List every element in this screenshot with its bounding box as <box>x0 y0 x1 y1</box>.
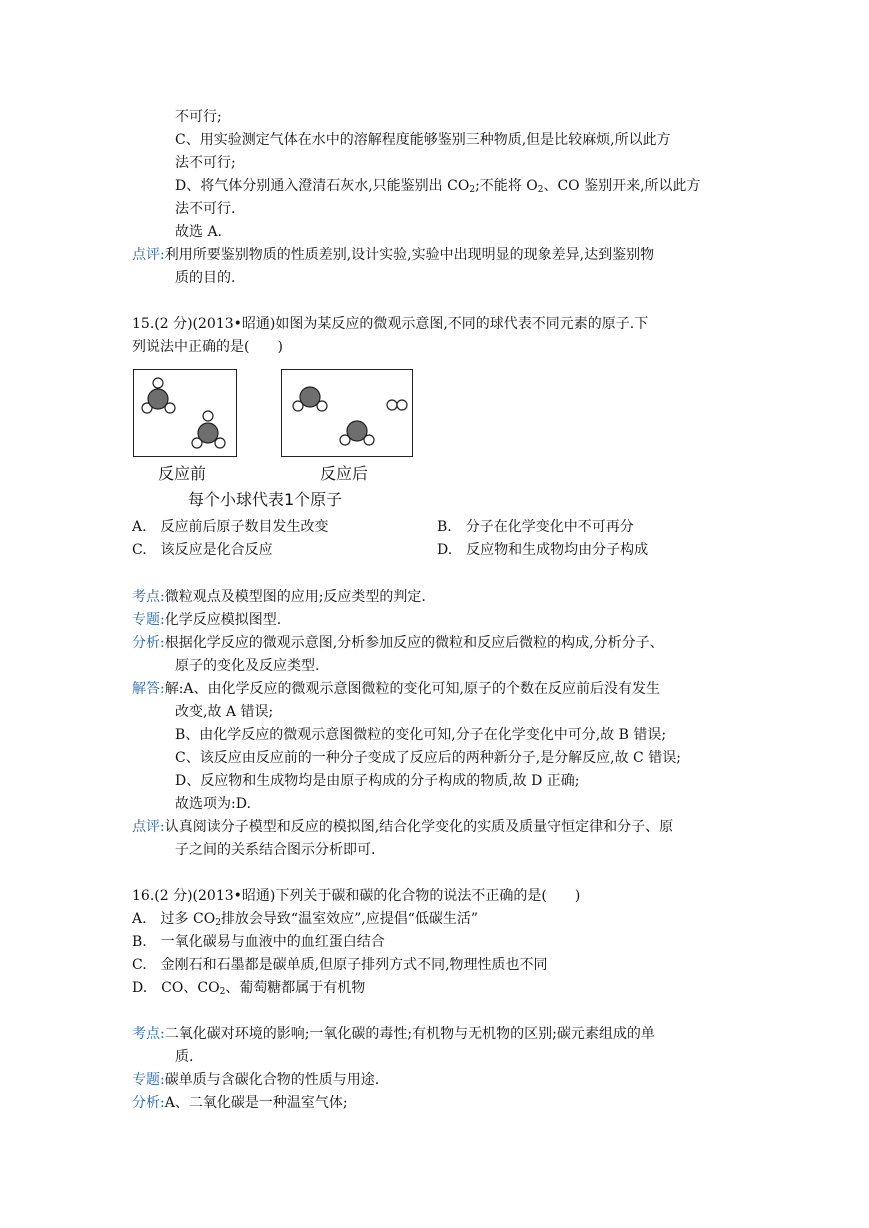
q15-jieda-5: D、反应物和生成物均是由原子构成的分子构成的物质,故 D 正确; <box>175 773 580 789</box>
figure-caption: 每个小球代表1个原子 <box>188 490 343 509</box>
q16-kaodian: 考点:二氧化碳对环境的影响;一氧化碳的毒性;有机物与无机物的区别;碳元素组成的单 <box>132 1026 655 1042</box>
q16-option-a: A. 过多 $CO_2$排放会导致“温室效应”,应提倡“低碳生活” <box>132 911 479 928</box>
prev-line-4: D、将气体分别通入澄清石灰水,只能鉴别出 $CO_2$;不能将 $O_2$、CO 鉴别开来,所以此方 <box>175 178 701 195</box>
prev-answer: 故选 A. <box>175 224 223 240</box>
q15-jieda-2: 改变,故 A 错误; <box>175 704 274 720</box>
q16-option-b: B. 一氧化碳易与血液中的血红蛋白结合 <box>132 934 385 950</box>
q16-option-d: D. CO、$CO_2$、葡萄糖都属于有机物 <box>132 980 366 997</box>
molecule-before-diagram <box>134 370 236 456</box>
prev-line-2: C、用实验测定气体在水中的溶解程度能够鉴别三种物质,但是比较麻烦,所以此方 <box>175 132 671 148</box>
figure-label-before: 反应前 <box>158 464 207 483</box>
q15-jieda-3: B、由化学反应的微观示意图微粒的变化可知,分子在化学变化中可分,故 B 错误; <box>175 727 667 743</box>
q16-kaodian-cont: 质. <box>175 1049 194 1065</box>
q16-fenxi: 分析:A、二氧化碳是一种温室气体; <box>132 1095 348 1111</box>
product-molecule-1 <box>293 387 327 411</box>
q16-zhuanti: 专题:碳单质与含碳化合物的性质与用途. <box>132 1072 380 1088</box>
q15-stem-1: 15.(2 分)(2013•昭通)如图为某反应的微观示意图,不同的球代表不同元素的原子.下 <box>132 316 649 332</box>
prev-line-1: 不可行; <box>175 109 222 125</box>
q15-jieda-4: C、该反应由反应前的一种分子变成了反应后的两种新分子,是分解反应,故 C 错误; <box>175 750 681 766</box>
q15-option-b: B. 分子在化学变化中不可再分 <box>437 519 634 535</box>
prev-comment-cont: 质的目的. <box>175 270 236 286</box>
figure-before-box <box>133 369 237 457</box>
q15-option-d: D. 反应物和生成物均由分子构成 <box>437 542 649 558</box>
prev-line-5: 法不可行. <box>175 201 236 217</box>
q15-jieda-6: 故选项为:D. <box>175 796 251 812</box>
q15-jieda: 解答:解:A、由化学反应的微观示意图微粒的变化可知,原子的个数在反应前后没有发生 <box>132 681 660 697</box>
prev-comment: 点评:利用所要鉴别物质的性质差别,设计实验,实验中出现明显的现象差异,达到鉴别物 <box>132 247 655 263</box>
figure-label-after: 反应后 <box>320 464 369 483</box>
q16-option-c: C. 金刚石和石墨都是碳单质,但原子排列方式不同,物理性质也不同 <box>132 957 548 973</box>
water-molecule-1 <box>142 378 175 413</box>
prev-line-3: 法不可行; <box>175 155 236 171</box>
q16-stem: 16.(2 分)(2013•昭通)下列关于碳和碳的化合物的说法不正确的是( ) <box>132 888 581 904</box>
product-molecule-2 <box>340 421 374 445</box>
q15-dianping-cont: 子之间的关系结合图示分析即可. <box>175 842 376 858</box>
product-molecule-3 <box>387 400 407 410</box>
q15-option-c: C. 该反应是化合反应 <box>132 542 273 558</box>
figure-after-box <box>281 369 413 457</box>
q15-fenxi: 分析:根据化学反应的微观示意图,分析参加反应的微粒和反应后微粒的构成,分析分子、 <box>132 635 664 651</box>
q15-kaodian: 考点:微粒观点及模型图的应用;反应类型的判定. <box>132 589 426 605</box>
q15-option-a: A. 反应前后原子数目发生改变 <box>132 519 329 535</box>
q15-dianping: 点评:认真阅读分子模型和反应的模拟图,结合化学变化的实质及质量守恒定律和分子、原 <box>132 819 674 835</box>
q15-zhuanti: 专题:化学反应模拟图型. <box>132 612 282 628</box>
molecule-after-diagram <box>282 370 412 456</box>
water-molecule-2 <box>192 411 225 448</box>
q15-fenxi-cont: 原子的变化及反应类型. <box>175 658 320 674</box>
q15-stem-2: 列说法中正确的是( ) <box>132 339 283 355</box>
